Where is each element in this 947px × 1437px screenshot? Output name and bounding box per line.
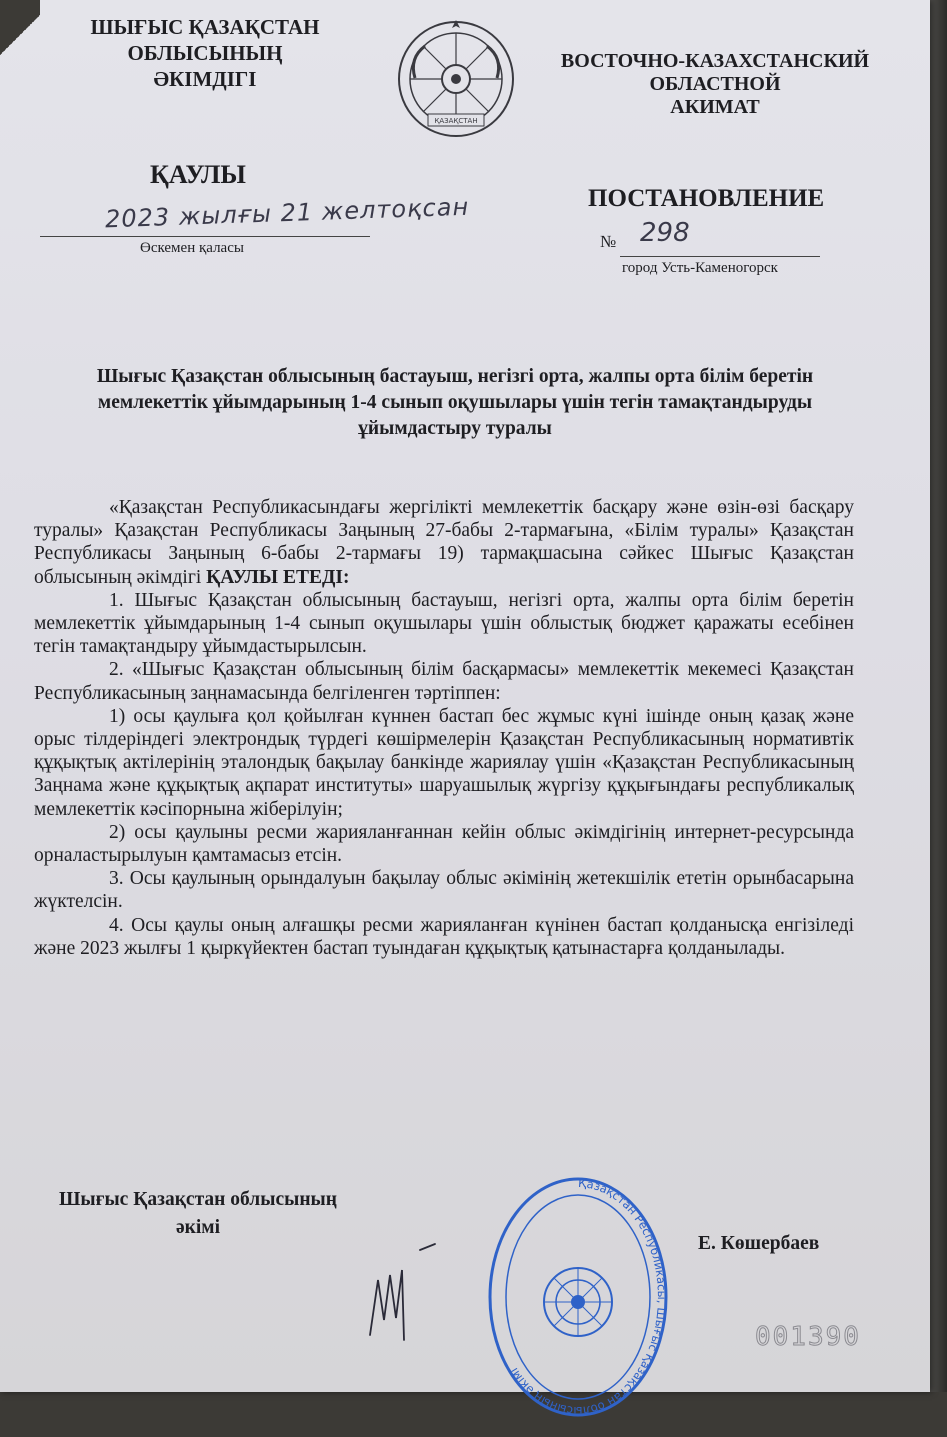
doc-type-kazakh: ҚАУЛЫ	[150, 160, 246, 189]
document-title: Шығыс Қазақстан облысының бастауыш, негізгі орта, жалпы орта білім беретін мемлекеттік ұйымдарының 1-4 сынып оқушылары үшін тегін тамақтандыруды ұйымдастыру туралы	[96, 366, 814, 439]
paragraph-4: 4. Осы қаулы оның алғашқы ресми жарияланған күнінен бастап қолданысқа енгізіледі және 2023 жылғы 1 қыркүйектен бастап туындаған құқықтық қатынастарға қолданылады.	[34, 914, 854, 959]
header-russian-line: ОБЛАСТНОЙ	[649, 73, 781, 95]
paragraph-2-2: 2) осы қаулыны ресми жарияланғаннан кейін облыс әкімдігінің интернет-ресурсында орналастырылуын қамтамасыз етсін.	[34, 821, 854, 867]
header-kazakh	[60, 14, 350, 92]
serial-number: 001390	[755, 1322, 861, 1352]
header-russian	[540, 50, 890, 119]
preamble-text: «Қазақстан Республикасындағы жергілікті мемлекеттік басқару және өзін-өзі басқару туралы» Қазақстан Республикасы Заңының 27-бабы 2-тармағына, «Білім туралы» Қазақстан Республикасы Заңының 6-бабы 2-тармағы 19) тармақшасына сәйкес Шығыс Қазақстан облысының әкімдігі	[34, 497, 854, 588]
place-russian: город Усть-Каменогорск	[622, 260, 778, 276]
preamble-bold: ҚАУЛЫ ЕТЕДІ:	[206, 566, 350, 588]
signatory-position-line: Шығыс Қазақстан облысының	[58, 1189, 338, 1210]
handwritten-signature-icon	[360, 1240, 440, 1350]
header-kazakh-line: ШЫҒЫС ҚАЗАҚСТАН	[90, 15, 320, 39]
page-corner	[0, 0, 40, 70]
paragraph-2: 2. «Шығыс Қазақстан облысының білім басқармасы» мемлекеттік мекемесі Қазақстан Республикасының заңнамасында белгіленген тәртіппен:	[34, 659, 854, 704]
preamble	[34, 496, 854, 589]
paragraph-1: 1. Шығыс Қазақстан облысының бастауыш, негізгі орта, жалпы орта білім беретін мемлекеттік ұйымдарының 1-4 сынып оқушылары үшін облыстық бюджет қаражаты есебінен тегін тамақтандыру ұйымдастырылсын.	[34, 589, 854, 658]
handwritten-date: 2023 жылғы 21 желтоқсан	[104, 192, 470, 234]
state-emblem-icon	[395, 18, 517, 140]
number-sign: №	[600, 232, 617, 251]
stamp-text: Қазақстан Республикасы, Шығыс Қазақстан облысының әкімі	[506, 1175, 669, 1419]
header-russian-line: ВОСТОЧНО-КАЗАХСТАНСКИЙ	[560, 50, 870, 72]
official-stamp-icon	[483, 1157, 673, 1437]
header-kazakh-line: ОБЛЫСЫНЫҢ	[127, 41, 283, 65]
emblem-text: ҚАЗАҚСТАН	[434, 117, 478, 125]
paragraph-3: 3. Осы қаулының орындалуын бақылау облыс әкімінің жетекшілік ететін орынбасарына жүктелсін.	[34, 868, 854, 913]
signatory-position-line: әкімі	[175, 1217, 220, 1238]
header-russian-line: АКИМАТ	[670, 96, 760, 118]
handwritten-number: 298	[640, 218, 690, 248]
number-underline	[620, 256, 820, 257]
doc-type-russian: ПОСТАНОВЛЕНИЕ	[588, 185, 825, 212]
document-body	[34, 496, 854, 960]
date-underline	[40, 236, 370, 237]
header-kazakh-line: ӘКІМДІГІ	[153, 67, 257, 91]
paragraph-2-1: 1) осы қаулыға қол қойылған күннен бастап бес жұмыс күні ішінде оның қазақ және орыс тілдеріндегі электрондық түрдегі көшірмелерін Қазақстан Республикасының нормативтік құқықтық актілерінің эталондық бақылау банкінде жариялау үшін «Қазақстан Республикасының Заңнама және құқықтық ақпарат институты» шаруашылық жүргізу құқығындағы республикалық мемлекеттік кәсіпорнына жіберілуін;	[34, 705, 854, 820]
signatory-name: Е. Көшербаев	[698, 1233, 820, 1254]
place-kazakh: Өскемен қаласы	[140, 240, 244, 256]
signatory-position	[28, 1186, 368, 1242]
